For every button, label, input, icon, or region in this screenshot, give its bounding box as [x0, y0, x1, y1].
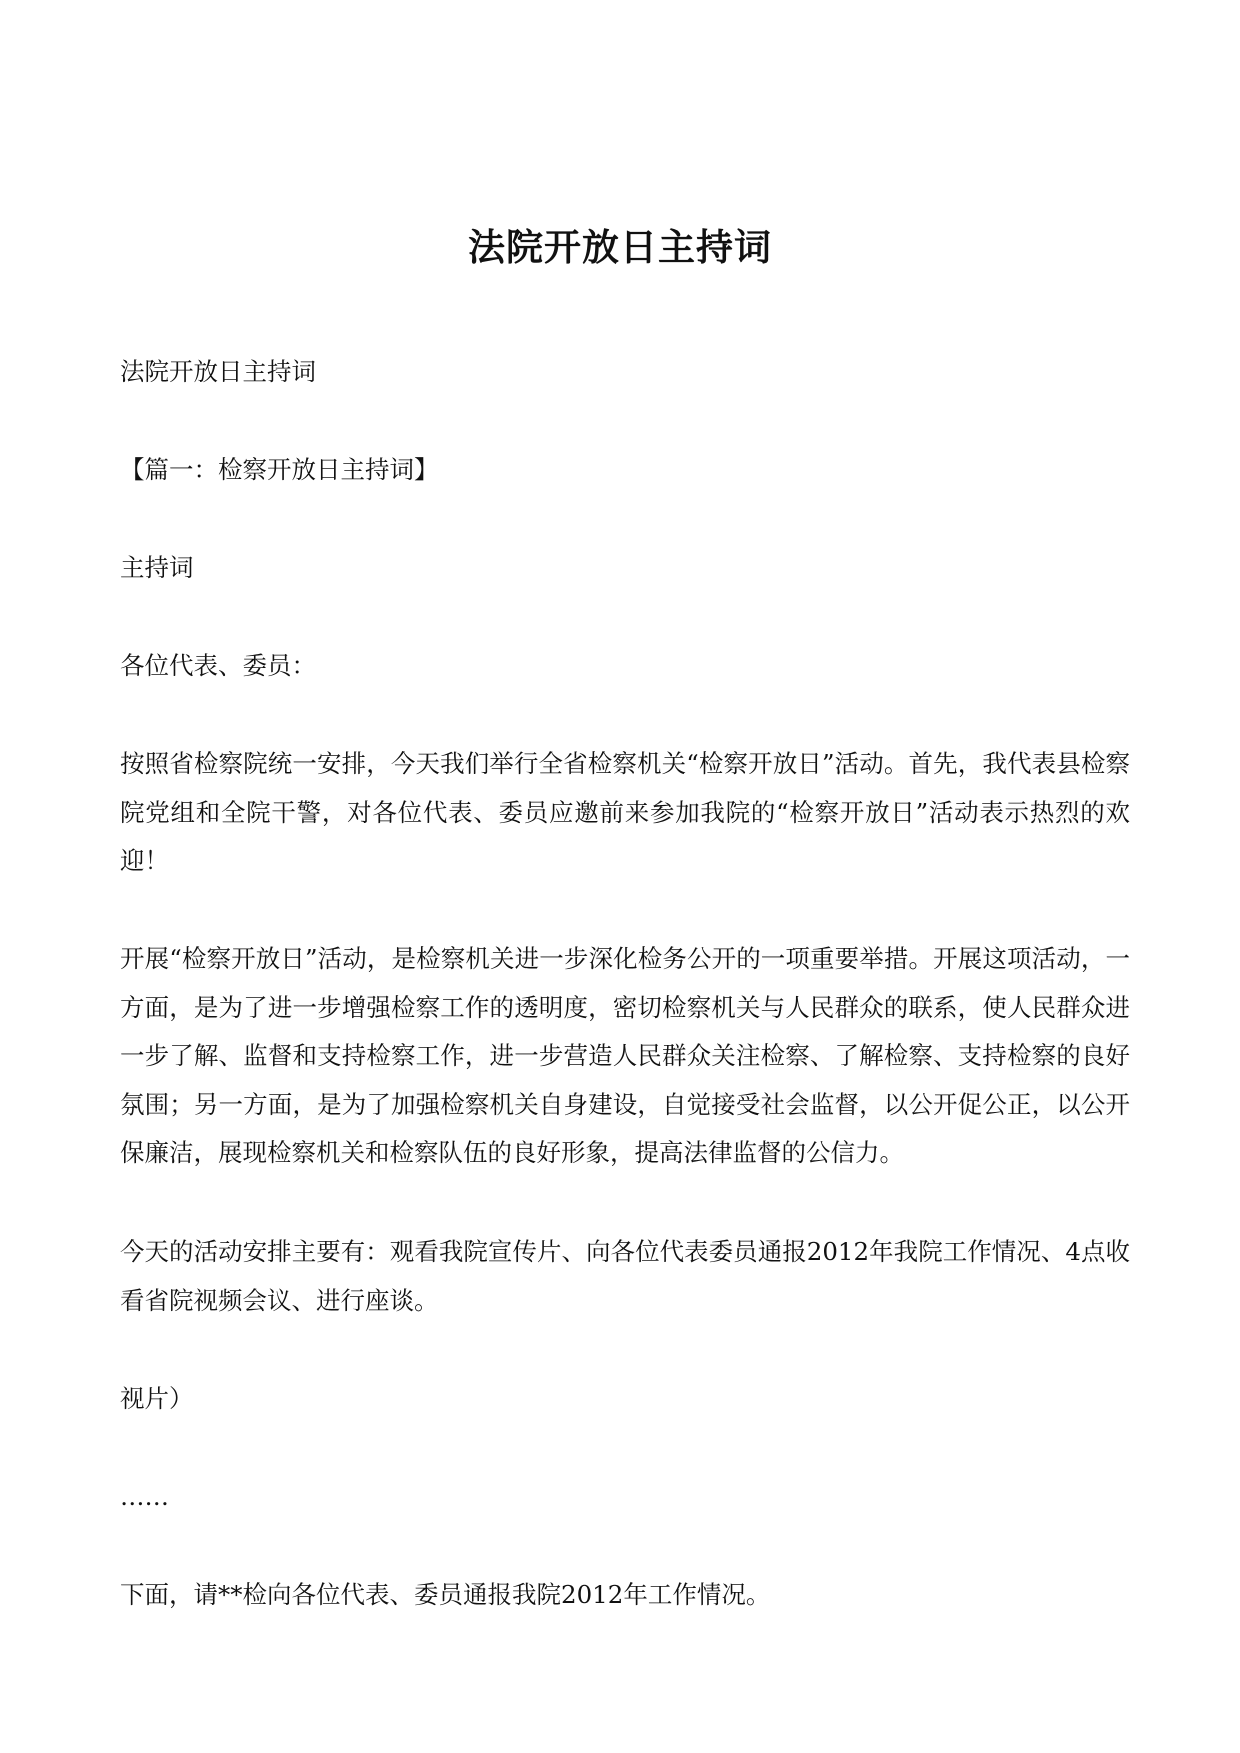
paragraph-video: 视片）	[120, 1384, 194, 1413]
paragraph-section-heading: 【篇一：检察开放日主持词】	[120, 455, 439, 484]
paragraph-purpose: 开展“检察开放日”活动，是检察机关进一步深化检务公开的一项重要举措。开展这项活动，一方面，是为了进一步增强检察工作的透明度，密切检察机关与人民群众的联系，使人民群众进一步了解、监督和支持检察工作，进一步营造人民群众关注检察、了解检察、支持检察的良好氛围；另一方面，是为了加强检察机关自身建设，自觉接受社会监督，以公开促公正，以公开保廉洁，展现检察机关和检察队伍的良好形象，提高法律监督的公信力。	[120, 944, 1130, 1167]
paragraph-salutation: 各位代表、委员：	[120, 651, 316, 680]
paragraph-ellipsis: ……	[120, 1482, 169, 1511]
paragraph-report-intro: 下面，请**检向各位代表、委员通报我院2012年工作情况。	[120, 1580, 771, 1609]
paragraph-welcome: 按照省检察院统一安排，今天我们举行全省检察机关“检察开放日”活动。首先，我代表县检察院党组和全院干警，对各位代表、委员应邀前来参加我院的“检察开放日”活动表示热烈的欢迎！	[120, 749, 1130, 875]
document-title: 法院开放日主持词	[468, 225, 772, 269]
paragraph-host-label: 主持词	[120, 553, 194, 582]
paragraph-agenda: 今天的活动安排主要有：观看我院宣传片、向各位代表委员通报2012年我院工作情况、4点收看省院视频会议、进行座谈。	[120, 1237, 1130, 1315]
paragraph-subtitle: 法院开放日主持词	[120, 357, 316, 386]
